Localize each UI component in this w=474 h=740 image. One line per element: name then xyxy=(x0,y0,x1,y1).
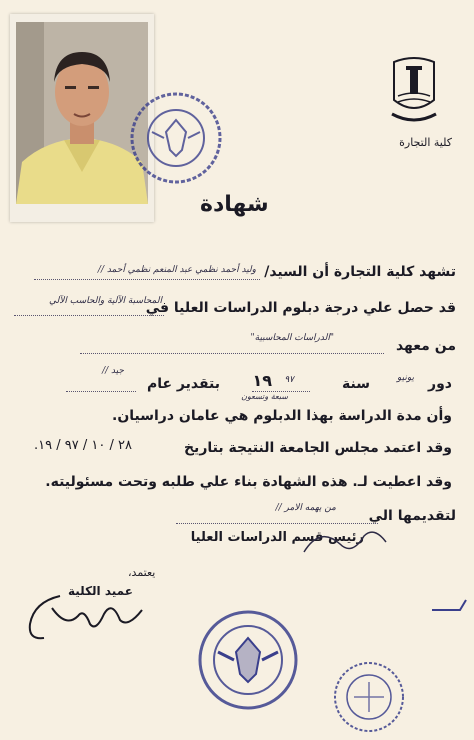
certificate-title: شهادة xyxy=(200,192,269,217)
university-stamp-bottom xyxy=(196,608,300,712)
university-stamp-top xyxy=(128,90,224,186)
study-duration: وأن مدة الدراسة بهذا الدبلوم هي عامان دراسيان. xyxy=(112,408,452,424)
degree-label: قد حصل علي درجة دبلوم الدراسات العليا في xyxy=(145,300,456,316)
margin-mark xyxy=(430,596,470,614)
head-signature xyxy=(300,522,390,562)
institute-label: من معهد xyxy=(395,338,456,354)
revenue-stamp xyxy=(332,660,406,734)
approval-date: ٢٨ / ١٠ / ٩٧ / ١٩. xyxy=(34,438,132,453)
grade-value: جيد // xyxy=(102,366,124,376)
submit-to-value: من يهمه الامر // xyxy=(275,503,336,513)
grade-label: بتقدير عام xyxy=(146,376,220,392)
dotted-line xyxy=(34,279,260,280)
session-label: دور xyxy=(428,376,452,392)
dean-signature xyxy=(20,588,150,648)
dean-title: عميد الكلية xyxy=(68,584,133,598)
specialization-value: المحاسبة الآلية والحاسب الآلي xyxy=(49,296,162,306)
dotted-line xyxy=(14,315,164,316)
year-digits: ٩٧ xyxy=(284,375,294,385)
faculty-name: كلية التجارة xyxy=(399,136,452,149)
year-in-words: سبعة وتسعون xyxy=(241,392,288,401)
issuance-statement: وقد اعطيت لـ. هذه الشهادة بناء علي طلبه وتحت مسئوليته. xyxy=(45,474,452,490)
student-name-value: وليد أحمد نظمي عبد المنعم نظمي أحمد // xyxy=(97,265,256,275)
department-head-title: رئيس قسم الدراسات العليا xyxy=(190,530,364,545)
university-logo xyxy=(388,56,440,128)
year-printed: ١٩ xyxy=(252,371,272,390)
student-name-label: تشهد كلية التجارة أن السيد/ xyxy=(264,264,456,280)
approved-label: يعتمد، xyxy=(128,566,156,579)
submit-to-label: لتقديمها الي xyxy=(368,508,456,524)
institute-value: "الدراسات المحاسبية" xyxy=(250,333,334,343)
dotted-line xyxy=(80,353,384,354)
session-month: يونيو xyxy=(396,373,414,383)
year-label: سنة xyxy=(342,376,370,392)
approval-label: وقد اعتمد مجلس الجامعة النتيجة بتاريخ xyxy=(183,440,452,456)
dotted-line xyxy=(66,391,136,392)
